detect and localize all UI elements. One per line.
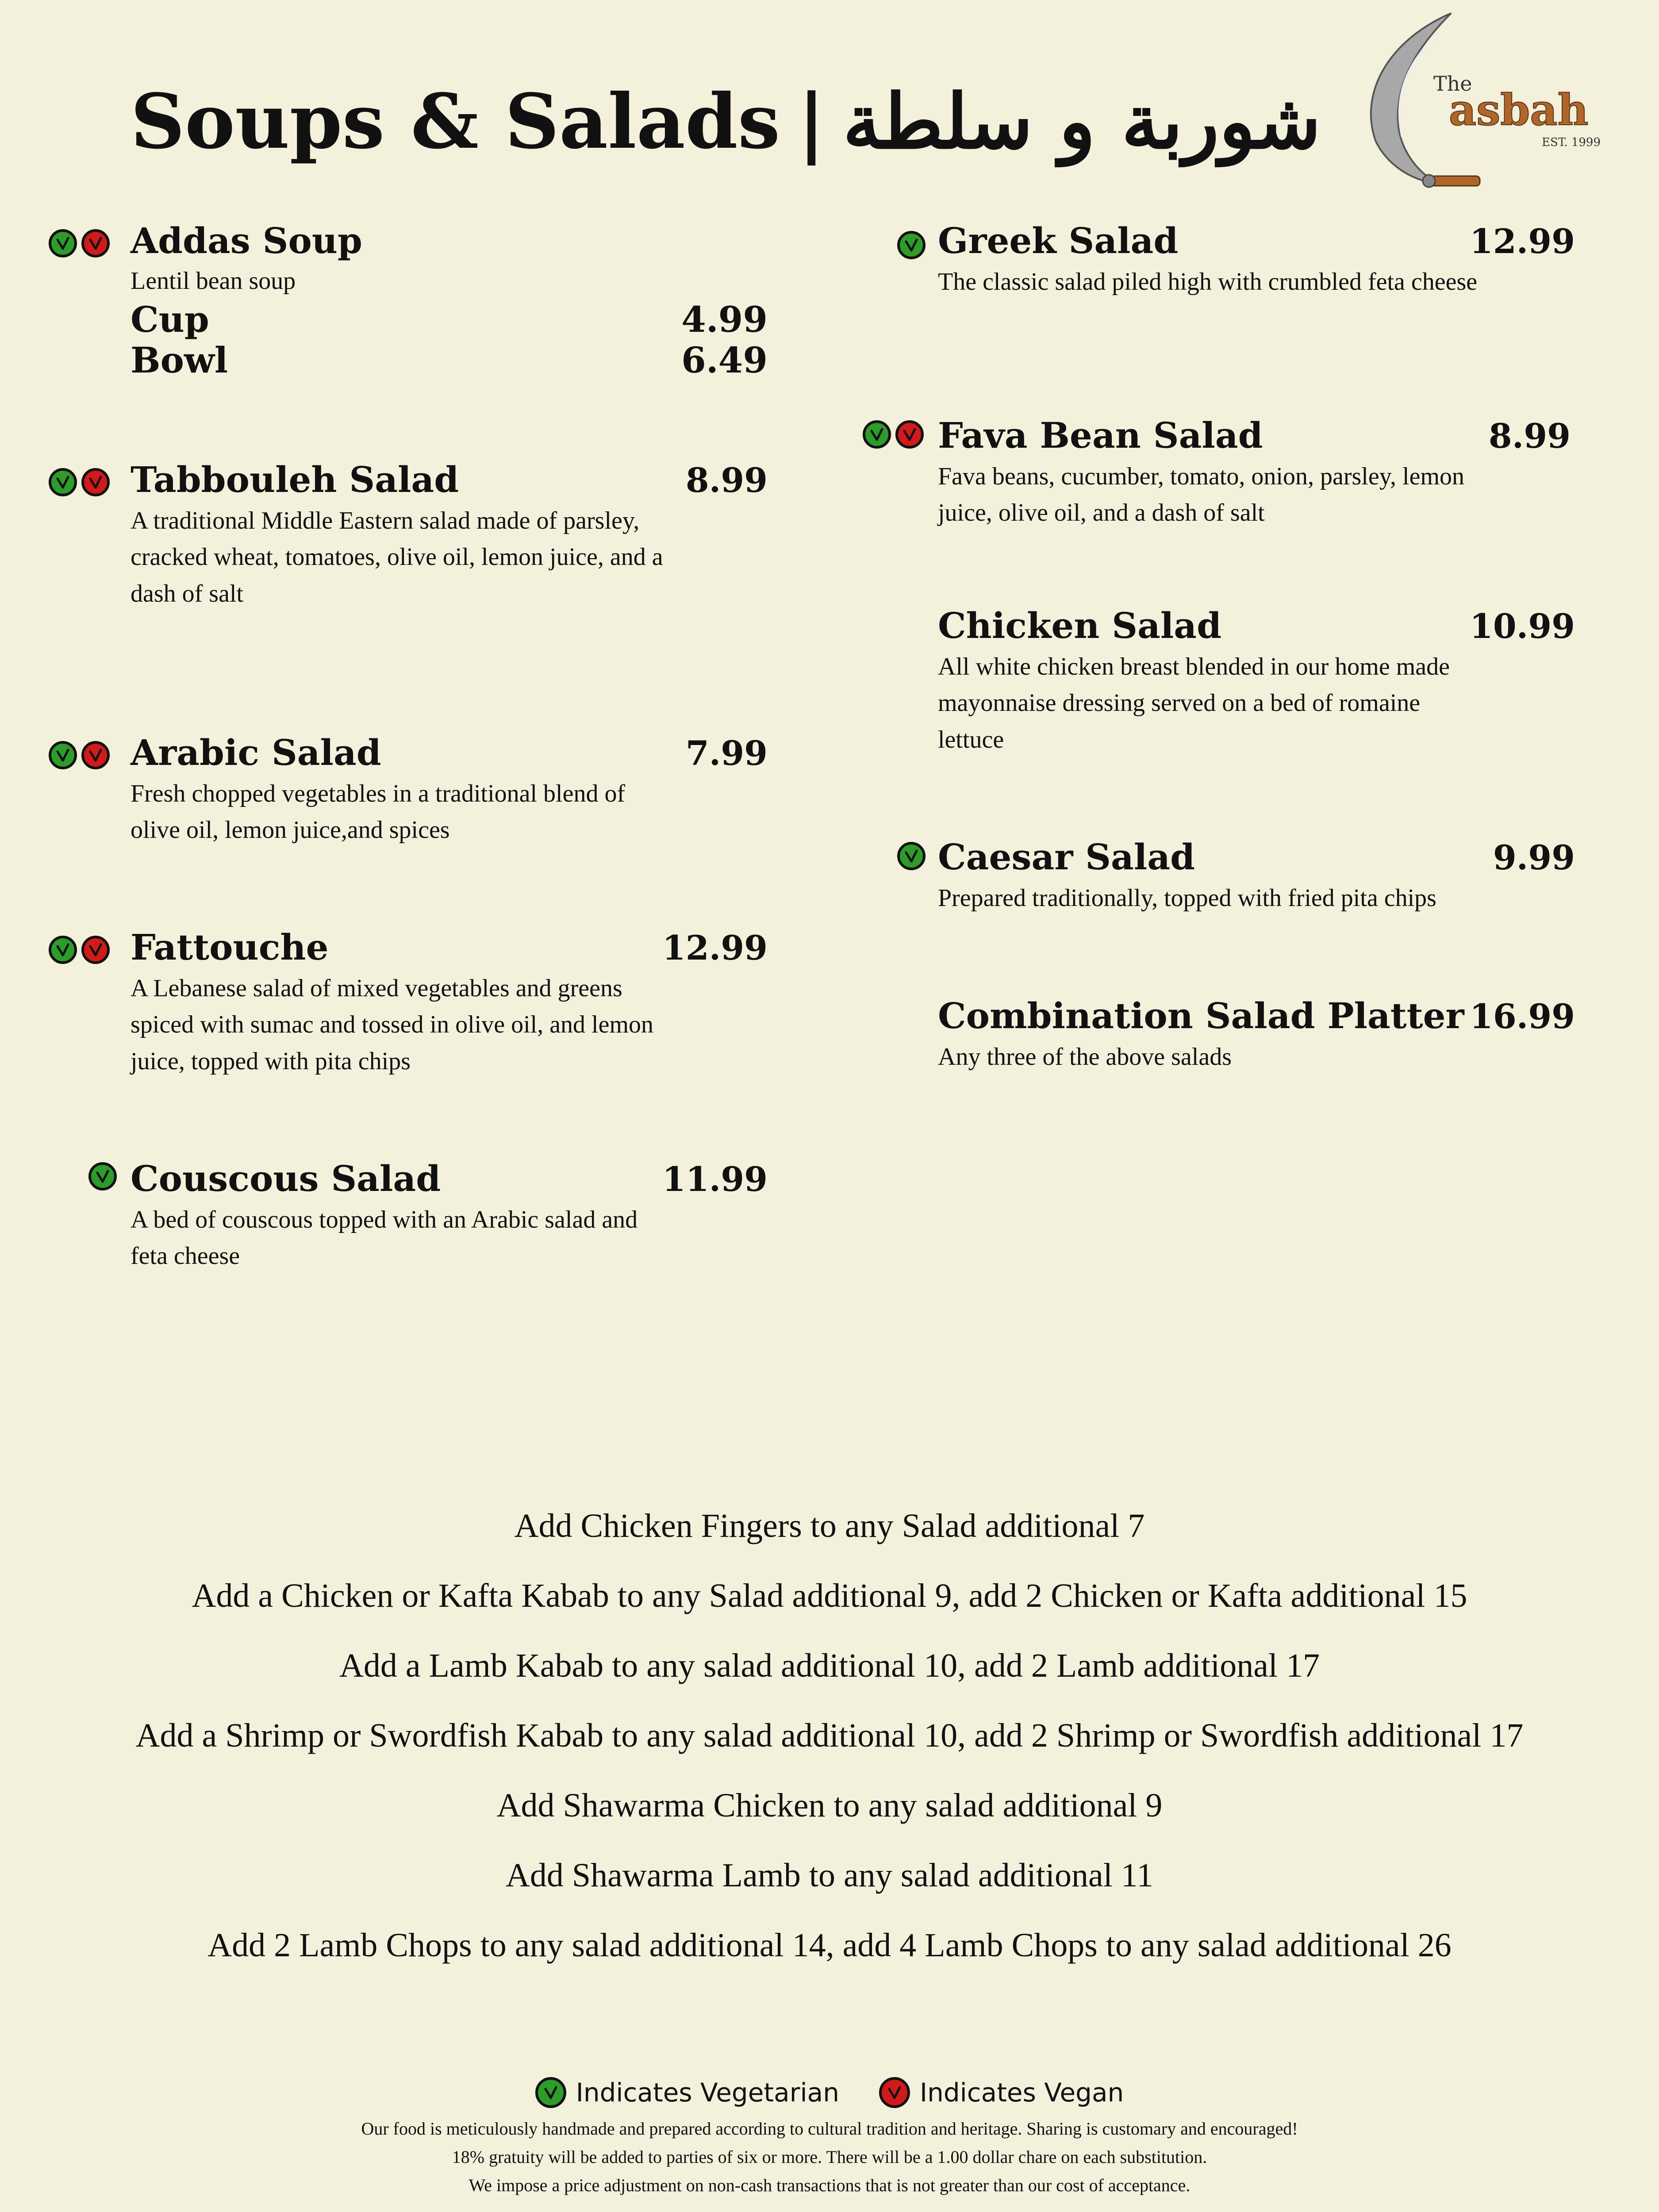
item-name: Fava Bean Salad	[938, 415, 1263, 456]
addon-line: Add Shawarma Chicken to any salad additional 9	[496, 1787, 1163, 1824]
item-description: The classic salad piled high with crumbled feta cheese	[938, 268, 1478, 296]
addon-line: Add Shawarma Lamb to any salad additional 11	[505, 1857, 1154, 1894]
diet-icons	[49, 468, 110, 496]
footer-line: Our food is meticulously handmade and prepared according to cultural tradition and heritage. Sharing is customary and encouraged!	[361, 2119, 1298, 2139]
legend-vegan	[879, 2077, 1124, 2108]
vegan-icon	[81, 229, 110, 257]
vegetarian-icon	[897, 231, 926, 259]
item-description: A traditional Middle Eastern salad made of parsley, cracked wheat, tomatoes, olive oil, lemon juice, and a dash of salt	[131, 507, 663, 607]
item-name: Combination Salad Platter	[938, 995, 1464, 1037]
footer-line: We impose a price adjustment on non-cash transactions that is not greater than our cost of acceptance.	[469, 2175, 1190, 2195]
item-price: 12.99	[662, 928, 768, 968]
legend-vegetarian-label: Indicates Vegetarian	[576, 2078, 839, 2108]
item-name: Tabbouleh Salad	[131, 459, 459, 500]
addon-line: Add a Shrimp or Swordfish Kabab to any salad additional 10, add 2 Shrimp or Swordfish additional 17	[135, 1717, 1524, 1754]
size-price: 4.99	[681, 299, 768, 341]
logo-the: The	[1433, 72, 1472, 96]
vegetarian-icon	[88, 1162, 117, 1190]
size-price: 6.49	[681, 339, 768, 381]
size-label: Bowl	[131, 339, 228, 381]
menu-item	[131, 733, 768, 849]
item-description: Any three of the above salads	[938, 1043, 1232, 1071]
item-price: 8.99	[1488, 416, 1571, 456]
legend-vegetarian	[535, 2077, 839, 2108]
item-price: 9.99	[1493, 838, 1575, 877]
vegan-icon	[81, 741, 110, 769]
item-name: Arabic Salad	[131, 732, 381, 773]
vegan-icon	[879, 2077, 910, 2108]
vegetarian-icon	[49, 468, 77, 496]
menu-item	[938, 606, 1575, 758]
logo-name: asbah	[1449, 85, 1589, 135]
title-arabic: شوربة و سلطة	[843, 77, 1321, 166]
menu-item	[938, 416, 1571, 531]
menu-item	[131, 460, 768, 612]
addon-line: Add 2 Lamb Chops to any salad additional 14, add 4 Lamb Chops to any salad additional 26	[207, 1927, 1452, 1964]
item-description: Lentil bean soup	[131, 267, 296, 295]
menu-item	[938, 221, 1575, 300]
diet-icons	[863, 420, 924, 449]
item-price: 8.99	[685, 461, 768, 500]
diet-icons	[49, 936, 110, 964]
vegan-icon	[895, 420, 924, 449]
vegetarian-icon	[535, 2077, 566, 2108]
menu-item	[131, 1159, 768, 1275]
size-row	[131, 299, 768, 340]
footer-notes	[0, 2115, 1659, 2200]
footer-line: 18% gratuity will be added to parties of six or more. There will be a 1.00 dollar chare on each substitution.	[452, 2147, 1207, 2167]
title-english: Soups & Salads	[131, 77, 780, 166]
item-description: Fava beans, cucumber, tomato, onion, parsley, lemon juice, olive oil, and a dash of salt	[938, 463, 1465, 527]
item-price: 11.99	[662, 1160, 768, 1199]
addon-line: Add a Chicken or Kafta Kabab to any Salad additional 9, add 2 Chicken or Kafta additional 15	[192, 1577, 1467, 1614]
legend-vegan-label: Indicates Vegan	[919, 2078, 1124, 2108]
item-price: 7.99	[685, 733, 768, 773]
item-description: Prepared traditionally, topped with fried pita chips	[938, 884, 1436, 912]
diet-icons	[897, 231, 926, 259]
size-row	[131, 340, 768, 380]
vegetarian-icon	[863, 420, 891, 449]
scimitar-blade-icon	[1371, 13, 1451, 184]
size-label: Cup	[131, 299, 209, 341]
item-description: Fresh chopped vegetables in a traditional blend of olive oil, lemon juice,and spices	[131, 780, 626, 844]
item-description: A Lebanese salad of mixed vegetables and greens spiced with sumac and tossed in olive oil, and lemon juice, topped with pita chips	[131, 975, 654, 1075]
page-title	[131, 77, 1321, 166]
item-name: Greek Salad	[938, 220, 1179, 261]
item-description: All white chicken breast blended in our home made mayonnaise dressing served on a bed of romaine lettuce	[938, 653, 1450, 753]
diet-icons	[49, 741, 110, 769]
addon-line: Add Chicken Fingers to any Salad additional 7	[514, 1507, 1145, 1544]
menu-item	[131, 928, 768, 1079]
item-price: 16.99	[1470, 997, 1575, 1036]
item-name: Fattouche	[131, 926, 329, 968]
menu-item	[131, 221, 768, 380]
item-price: 12.99	[1470, 222, 1575, 261]
diet-icons	[49, 229, 110, 257]
item-name: Caesar Salad	[938, 836, 1195, 878]
diet-legend	[0, 2077, 1659, 2108]
addon-line: Add a Lamb Kabab to any salad additional 10, add 2 Lamb additional 17	[339, 1647, 1320, 1684]
vegetarian-icon	[49, 936, 77, 964]
sword-hilt-icon	[1431, 176, 1480, 186]
vegan-icon	[81, 468, 110, 496]
vegetarian-icon	[49, 741, 77, 769]
logo-est: EST. 1999	[1542, 136, 1601, 149]
item-name: Chicken Salad	[938, 605, 1222, 646]
item-name: Couscous Salad	[131, 1158, 441, 1199]
item-name: Addas Soup	[131, 220, 362, 261]
menu-item	[938, 837, 1575, 916]
addons-list	[0, 1491, 1659, 1980]
diet-icons	[88, 1162, 117, 1190]
vegetarian-icon	[897, 842, 926, 870]
title-separator: |	[798, 77, 826, 166]
menu-item	[938, 996, 1575, 1075]
vegan-icon	[81, 936, 110, 964]
casbah-logo	[1349, 9, 1615, 195]
diet-icons	[897, 842, 926, 870]
vegetarian-icon	[49, 229, 77, 257]
item-description: A bed of couscous topped with an Arabic salad and feta cheese	[131, 1206, 638, 1270]
item-price: 10.99	[1470, 607, 1575, 646]
